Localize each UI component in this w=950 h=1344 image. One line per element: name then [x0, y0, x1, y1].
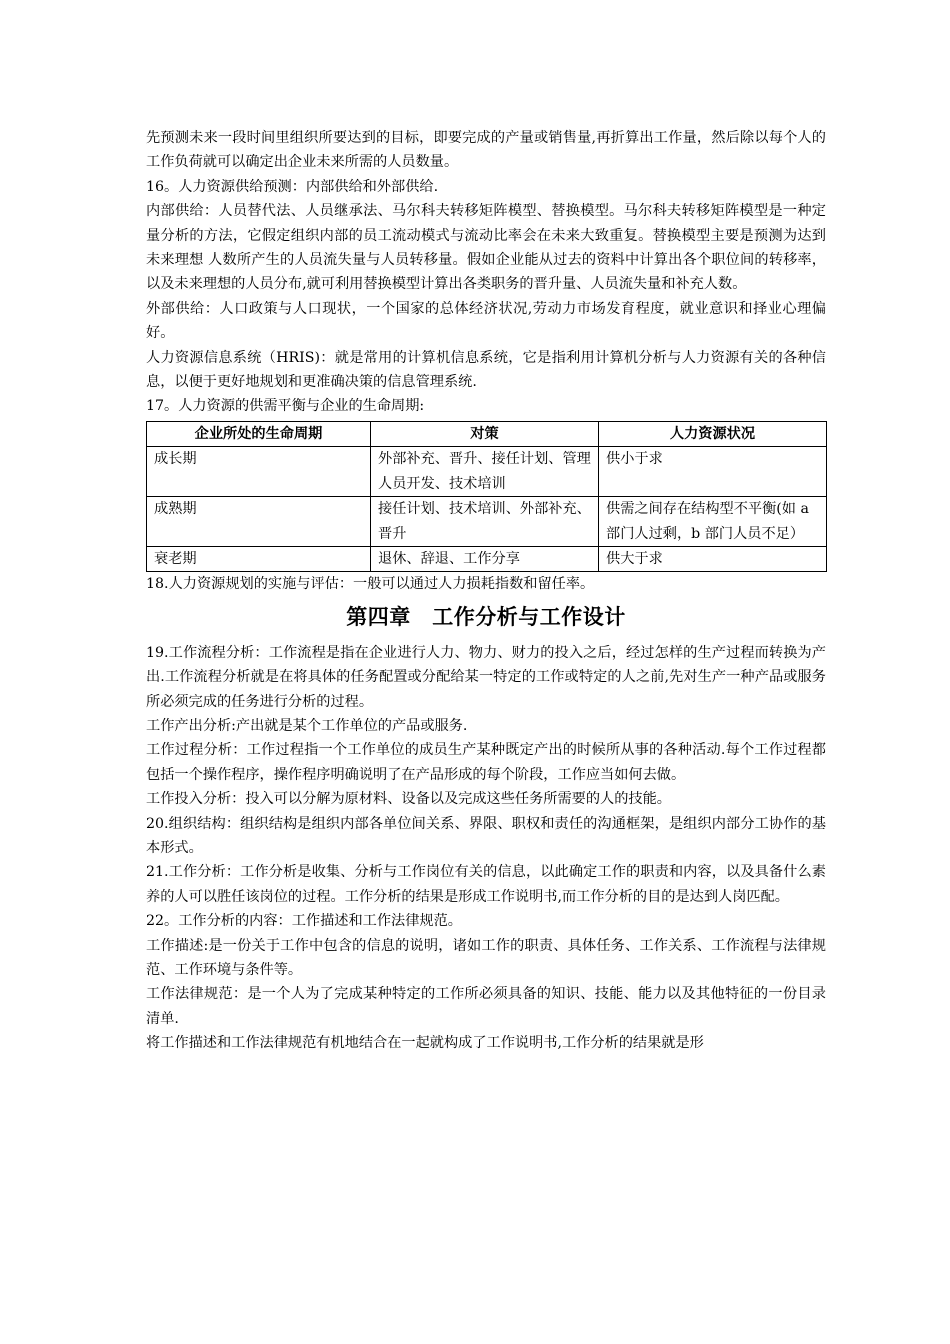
paragraph-item-16: 16。人力资源供给预测：内部供给和外部供给.: [146, 178, 439, 195]
table-cell: 衰老期: [147, 546, 371, 571]
table-header-cell: 人力资源状况: [599, 421, 827, 446]
table-row: [147, 447, 827, 497]
paragraph-forecast-method: 先预测未来一段时间里组织所要达到的目标，即要完成的产量或销售量,再折算出工作量，然后除以每个人的工作负荷就可以确定出企业未来所需的人员数量。: [146, 130, 826, 171]
table-cell: 接任计划、技术培训、外部补充、晋升: [371, 497, 599, 547]
table-cell: 退休、辞退、工作分享: [371, 546, 599, 571]
paragraph-process-analysis: 工作过程分析：工作过程指一个工作单位的成员生产某种既定产出的时候所从事的各种活动.每个工作过程都包括一个操作程序，操作程序明确说明了在产品形成的每个阶段，工作应当如何去做。: [146, 742, 826, 783]
paragraph-external-supply: 外部供给：人口政策与人口现状，一个国家的总体经济状况,劳动力市场发育程度，就业意识和择业心理偏好。: [146, 300, 826, 342]
paragraph-item-17: 17。人力资源的供需平衡与企业的生命周期:: [146, 398, 425, 415]
paragraph-job-description: 工作描述:是一份关于工作中包含的信息的说明，诸如工作的职责、具体任务、工作关系、工作流程与法律规范、工作环境与条件等。: [146, 937, 826, 978]
paragraph-internal-supply: 内部供给：人员替代法、人员继承法、马尔科夫转移矩阵模型、替换模型。马尔科夫转移矩阵模型是一种定量分析的方法，它假定组织内部的员工流动模式与流动比率会在未来大致重复。替换模型主要是预测为达到未来理想 人数所产生的人员流失量与人员转移量。假如企业能从过去的资料中计算出各个职位间的转移率，以及未来理想的人员分布,就可利用替换模型计算出各类职务的晋升量、人员流失量和补充人数。: [146, 203, 826, 293]
paragraph-hris: 人力资源信息系统（HRIS)：就是常用的计算机信息系统，它是指利用计算机分析与人力资源有关的各种信息，以便于更好地规划和更准确决策的信息管理系统.: [146, 349, 826, 391]
paragraph-job-manual: 将工作描述和工作法律规范有机地结合在一起就构成了工作说明书,工作分析的结果就是形: [146, 1035, 704, 1052]
paragraph-input-analysis: 工作投入分析：投入可以分解为原材料、设备以及完成这些任务所需要的人的技能。: [146, 791, 671, 808]
table-cell: 成长期: [147, 447, 371, 497]
table-row: [147, 546, 827, 571]
table-cell: 供大于求: [599, 546, 827, 571]
table-row: [147, 497, 827, 547]
table-header-cell: 企业所处的生命周期: [147, 421, 371, 446]
table-cell: 供需之间存在结构型不平衡(如 a 部门人过剩，b 部门人员不足）: [599, 497, 827, 547]
table-header-row: [147, 421, 827, 446]
document-page: [146, 126, 826, 1056]
paragraph-item-20: 20.组织结构：组织结构是组织内部各单位间关系、界限、职权和责任的沟通框架，是组织内部分工协作的基本形式。: [146, 815, 826, 856]
paragraph-job-specification: 工作法律规范：是一个人为了完成某种特定的工作所必须具备的知识、技能、能力以及其他特征的一份目录清单.: [146, 986, 826, 1027]
paragraph-item-19: 19.工作流程分析：工作流程是指在企业进行人力、物力、财力的投入之后，经过怎样的生产过程而转换为产出.工作流程分析就是在将具体的任务配置或分配给某一特定的工作或特定的人之前,先对生产一种产品或服务所必须完成的任务进行分析的过程。: [146, 644, 826, 710]
table-cell: 外部补充、晋升、接任计划、管理人员开发、技术培训: [371, 447, 599, 497]
paragraph-item-22: 22。工作分析的内容：工作描述和工作法律规范。: [146, 913, 462, 930]
paragraph-item-18: 18.人力资源规划的实施与评估：一般可以通过人力损耗指数和留任率。: [146, 576, 595, 593]
table-cell: 供小于求: [599, 447, 827, 497]
lifecycle-table: [146, 421, 827, 572]
paragraph-item-21: 21.工作分析：工作分析是收集、分析与工作岗位有关的信息，以此确定工作的职责和内容，以及具备什么素养的人可以胜任该岗位的过程。工作分析的结果是形成工作说明书,而工作分析的目的是达到人岗匹配。: [146, 864, 826, 905]
chapter-title: 第四章 工作分析与工作设计: [346, 604, 626, 629]
table-cell: 成熟期: [147, 497, 371, 547]
table-header-cell: 对策: [371, 421, 599, 446]
paragraph-output-analysis: 工作产出分析:产出就是某个工作单位的产品或服务.: [146, 717, 468, 734]
